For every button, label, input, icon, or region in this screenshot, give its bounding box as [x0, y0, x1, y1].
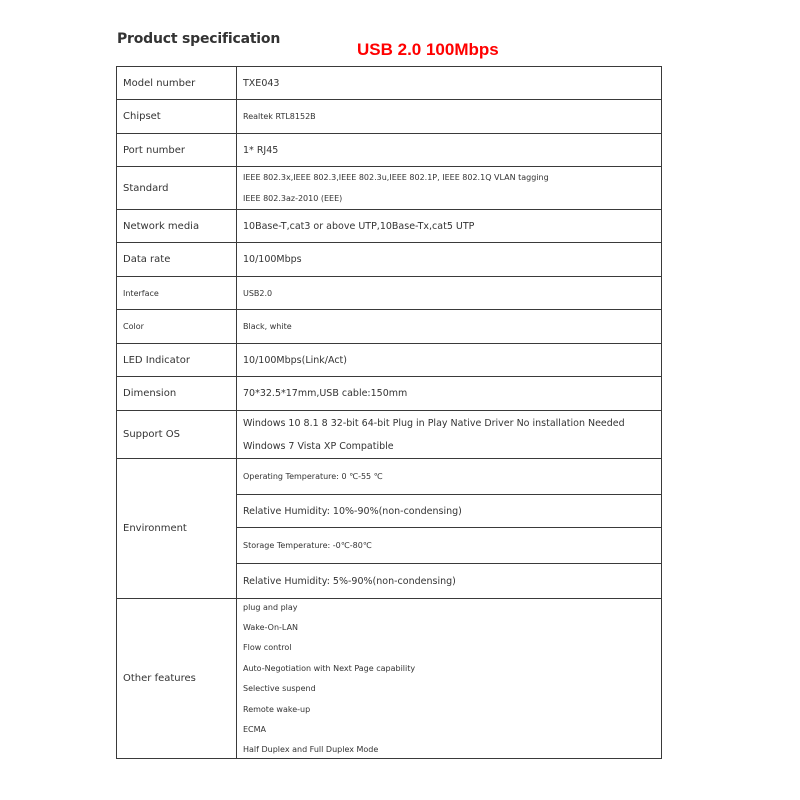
standard-line: IEEE 802.3x,IEEE 802.3,IEEE 802.3u,IEEE 802.1P, IEEE 802.1Q VLAN tagging	[243, 173, 549, 182]
table-row-environment	[117, 459, 662, 495]
label-network-media: Network media	[117, 210, 237, 243]
label-led-indicator: LED Indicator	[117, 344, 237, 377]
list-item: ECMA	[243, 725, 267, 735]
label-chipset: Chipset	[117, 100, 237, 134]
table-row-port	[117, 134, 662, 167]
value-relative-humidity-storage: Relative Humidity: 5%-90%(non-condensing)	[237, 564, 662, 599]
usb-speed-badge: USB 2.0 100Mbps	[357, 40, 499, 59]
standard-line: IEEE 802.3az-2010 (EEE)	[243, 194, 343, 203]
value-data-rate: 10/100Mbps	[237, 243, 662, 277]
table-row-chipset	[117, 100, 662, 134]
table-row-led	[117, 344, 662, 377]
list-item: plug and play	[243, 602, 298, 612]
value-dimension: 70*32.5*17mm,USB cable:150mm	[237, 377, 662, 411]
list-item: Half Duplex and Full Duplex Mode	[243, 745, 379, 755]
value-other-features	[237, 599, 662, 759]
value-chipset: Realtek RTL8152B	[237, 100, 662, 134]
os-line: Windows 10 8.1 8 32-bit 64-bit Plug in Play Native Driver No installation Needed	[243, 417, 625, 429]
label-interface: Interface	[117, 277, 237, 310]
value-led-indicator: 10/100Mbps(Link/Act)	[237, 344, 662, 377]
value-port-number: 1* RJ45	[237, 134, 662, 167]
table-row-standard	[117, 167, 662, 210]
table-row-data-rate	[117, 243, 662, 277]
list-item: Auto-Negotiation with Next Page capability	[243, 663, 416, 673]
label-model-number: Model number	[117, 67, 237, 100]
table-row-network-media	[117, 210, 662, 243]
label-dimension: Dimension	[117, 377, 237, 411]
table-row-model	[117, 67, 662, 100]
value-color: Black, white	[237, 310, 662, 344]
value-model-number: TXE043	[237, 67, 662, 100]
page-title: Product specification	[117, 31, 281, 47]
value-standard	[237, 167, 662, 210]
label-data-rate: Data rate	[117, 243, 237, 277]
table-row-dimension	[117, 377, 662, 411]
label-other-features: Other features	[117, 599, 237, 759]
table-row-interface	[117, 277, 662, 310]
list-item: Remote wake-up	[243, 704, 311, 714]
table-row-other-features	[117, 599, 662, 759]
spec-table	[116, 66, 662, 759]
value-relative-humidity-operating: Relative Humidity: 10%-90%(non-condensing)	[237, 495, 662, 528]
os-line: Windows 7 Vista XP Compatible	[243, 440, 394, 452]
label-standard: Standard	[117, 167, 237, 210]
table-row-color	[117, 310, 662, 344]
label-color: Color	[117, 310, 237, 344]
label-port-number: Port number	[117, 134, 237, 167]
table-row-support-os	[117, 411, 662, 459]
value-interface: USB2.0	[237, 277, 662, 310]
value-network-media: 10Base-T,cat3 or above UTP,10Base-Tx,cat5 UTP	[237, 210, 662, 243]
label-support-os: Support OS	[117, 411, 237, 459]
list-item: Selective suspend	[243, 684, 316, 694]
value-support-os	[237, 411, 662, 459]
list-item: Wake-On-LAN	[243, 622, 299, 632]
value-storage-temperature: Storage Temperature: -0℃-80℃	[237, 528, 662, 564]
features-list	[243, 603, 661, 756]
label-environment: Environment	[117, 459, 237, 599]
list-item: Flow control	[243, 643, 292, 653]
value-operating-temperature: Operating Temperature: 0 ℃-55 ℃	[237, 459, 662, 495]
